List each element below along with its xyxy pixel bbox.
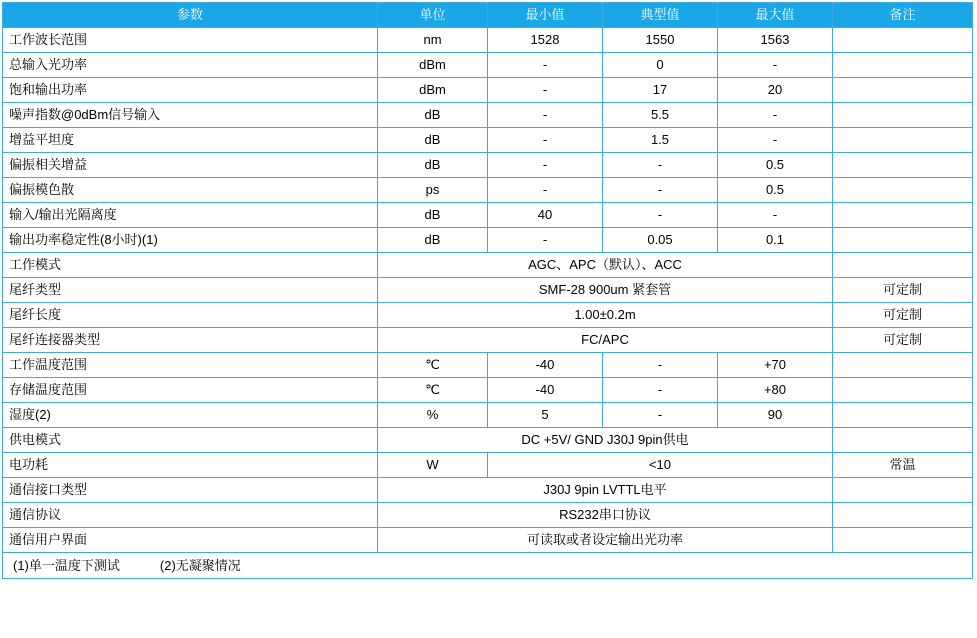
cell-max: +70 bbox=[718, 353, 833, 378]
cell-merged-value: J30J 9pin LVTTL电平 bbox=[378, 478, 833, 503]
table-header bbox=[3, 3, 973, 28]
cell-remark bbox=[833, 103, 973, 128]
cell-parameter: 工作模式 bbox=[3, 253, 378, 278]
cell-min: -40 bbox=[488, 353, 603, 378]
cell-remark: 可定制 bbox=[833, 303, 973, 328]
cell-max: 0.1 bbox=[718, 228, 833, 253]
cell-parameter: 通信接口类型 bbox=[3, 478, 378, 503]
cell-remark bbox=[833, 178, 973, 203]
cell-merged-value: 可读取或者设定输出光功率 bbox=[378, 528, 833, 553]
table-body bbox=[3, 28, 973, 579]
cell-max: 0.5 bbox=[718, 153, 833, 178]
cell-max: 1563 bbox=[718, 28, 833, 53]
cell-unit: dBm bbox=[378, 53, 488, 78]
cell-remark bbox=[833, 28, 973, 53]
cell-parameter: 存储温度范围 bbox=[3, 378, 378, 403]
table-row bbox=[3, 453, 973, 478]
cell-remark bbox=[833, 153, 973, 178]
table-row bbox=[3, 53, 973, 78]
cell-parameter: 增益平坦度 bbox=[3, 128, 378, 153]
cell-parameter: 偏振模色散 bbox=[3, 178, 378, 203]
cell-parameter: 通信协议 bbox=[3, 503, 378, 528]
cell-min: - bbox=[488, 153, 603, 178]
cell-unit: dB bbox=[378, 103, 488, 128]
table-row bbox=[3, 153, 973, 178]
cell-remark bbox=[833, 478, 973, 503]
cell-typical: 1.5 bbox=[603, 128, 718, 153]
cell-unit: W bbox=[378, 453, 488, 478]
cell-remark bbox=[833, 378, 973, 403]
cell-max: - bbox=[718, 203, 833, 228]
table-row bbox=[3, 403, 973, 428]
cell-typical: 5.5 bbox=[603, 103, 718, 128]
footnote-2: (2)无凝聚情况 bbox=[159, 557, 241, 573]
cell-max: - bbox=[718, 103, 833, 128]
footnote-1: (1)单一温度下测试 bbox=[13, 557, 120, 573]
column-header-typical: 典型值 bbox=[603, 3, 718, 28]
column-header-remark: 备注 bbox=[833, 3, 973, 28]
cell-remark bbox=[833, 53, 973, 78]
table-row bbox=[3, 353, 973, 378]
cell-typical: - bbox=[603, 203, 718, 228]
cell-typical: 17 bbox=[603, 78, 718, 103]
table-row bbox=[3, 278, 973, 303]
cell-min: - bbox=[488, 78, 603, 103]
cell-parameter: 噪声指数@0dBm信号输入 bbox=[3, 103, 378, 128]
cell-min: 5 bbox=[488, 403, 603, 428]
table-row bbox=[3, 378, 973, 403]
cell-unit: % bbox=[378, 403, 488, 428]
cell-remark: 可定制 bbox=[833, 278, 973, 303]
footnotes bbox=[3, 553, 973, 579]
table-row bbox=[3, 478, 973, 503]
cell-remark: 常温 bbox=[833, 453, 973, 478]
cell-merged-value: <10 bbox=[488, 453, 833, 478]
cell-parameter: 输入/输出光隔离度 bbox=[3, 203, 378, 228]
cell-unit: nm bbox=[378, 28, 488, 53]
cell-merged-value: DC +5V/ GND J30J 9pin供电 bbox=[378, 428, 833, 453]
cell-parameter: 工作波长范围 bbox=[3, 28, 378, 53]
cell-parameter: 尾纤长度 bbox=[3, 303, 378, 328]
cell-parameter: 湿度(2) bbox=[3, 403, 378, 428]
cell-merged-value: FC/APC bbox=[378, 328, 833, 353]
table-row bbox=[3, 228, 973, 253]
cell-parameter: 饱和输出功率 bbox=[3, 78, 378, 103]
cell-parameter: 通信用户界面 bbox=[3, 528, 378, 553]
cell-unit: dB bbox=[378, 153, 488, 178]
table-row bbox=[3, 28, 973, 53]
column-header-min: 最小值 bbox=[488, 3, 603, 28]
cell-remark bbox=[833, 128, 973, 153]
column-header-parameter: 参数 bbox=[3, 3, 378, 28]
cell-typical: - bbox=[603, 353, 718, 378]
cell-parameter: 偏振相关增益 bbox=[3, 153, 378, 178]
table-row bbox=[3, 328, 973, 353]
column-header-unit: 单位 bbox=[378, 3, 488, 28]
footnote-row bbox=[3, 553, 973, 579]
cell-min: 40 bbox=[488, 203, 603, 228]
cell-remark bbox=[833, 78, 973, 103]
cell-unit: dBm bbox=[378, 78, 488, 103]
cell-max: - bbox=[718, 53, 833, 78]
cell-remark bbox=[833, 253, 973, 278]
cell-remark bbox=[833, 403, 973, 428]
cell-parameter: 总输入光功率 bbox=[3, 53, 378, 78]
cell-unit: dB bbox=[378, 228, 488, 253]
cell-max: 20 bbox=[718, 78, 833, 103]
table-row bbox=[3, 103, 973, 128]
cell-max: - bbox=[718, 128, 833, 153]
cell-typical: 1550 bbox=[603, 28, 718, 53]
cell-unit: dB bbox=[378, 128, 488, 153]
cell-unit: ps bbox=[378, 178, 488, 203]
cell-typical: - bbox=[603, 178, 718, 203]
table-row bbox=[3, 178, 973, 203]
cell-max: 0.5 bbox=[718, 178, 833, 203]
cell-typical: - bbox=[603, 403, 718, 428]
cell-parameter: 电功耗 bbox=[3, 453, 378, 478]
table-row bbox=[3, 528, 973, 553]
cell-min: - bbox=[488, 53, 603, 78]
cell-parameter: 输出功率稳定性(8小时)(1) bbox=[3, 228, 378, 253]
table-row bbox=[3, 128, 973, 153]
cell-max: +80 bbox=[718, 378, 833, 403]
cell-merged-value: RS232串口协议 bbox=[378, 503, 833, 528]
cell-remark bbox=[833, 528, 973, 553]
cell-min: 1528 bbox=[488, 28, 603, 53]
cell-remark bbox=[833, 203, 973, 228]
cell-typical: 0.05 bbox=[603, 228, 718, 253]
table-row bbox=[3, 78, 973, 103]
cell-remark bbox=[833, 428, 973, 453]
cell-merged-value: AGC、APC（默认）、ACC bbox=[378, 253, 833, 278]
cell-remark: 可定制 bbox=[833, 328, 973, 353]
table-row bbox=[3, 203, 973, 228]
cell-parameter: 工作温度范围 bbox=[3, 353, 378, 378]
cell-merged-value: 1.00±0.2m bbox=[378, 303, 833, 328]
cell-remark bbox=[833, 503, 973, 528]
specification-table bbox=[2, 2, 973, 579]
cell-remark bbox=[833, 353, 973, 378]
cell-typical: 0 bbox=[603, 53, 718, 78]
cell-max: 90 bbox=[718, 403, 833, 428]
cell-remark bbox=[833, 228, 973, 253]
cell-merged-value: SMF-28 900um 紧套管 bbox=[378, 278, 833, 303]
table-row bbox=[3, 503, 973, 528]
cell-parameter: 尾纤类型 bbox=[3, 278, 378, 303]
cell-parameter: 供电模式 bbox=[3, 428, 378, 453]
cell-min: - bbox=[488, 178, 603, 203]
cell-min: - bbox=[488, 228, 603, 253]
cell-unit: ℃ bbox=[378, 353, 488, 378]
cell-min: - bbox=[488, 103, 603, 128]
table-row bbox=[3, 253, 973, 278]
cell-min: - bbox=[488, 128, 603, 153]
cell-typical: - bbox=[603, 378, 718, 403]
header-row bbox=[3, 3, 973, 28]
cell-unit: ℃ bbox=[378, 378, 488, 403]
column-header-max: 最大值 bbox=[718, 3, 833, 28]
cell-unit: dB bbox=[378, 203, 488, 228]
cell-min: -40 bbox=[488, 378, 603, 403]
cell-parameter: 尾纤连接器类型 bbox=[3, 328, 378, 353]
cell-typical: - bbox=[603, 153, 718, 178]
table-row bbox=[3, 428, 973, 453]
table-row bbox=[3, 303, 973, 328]
